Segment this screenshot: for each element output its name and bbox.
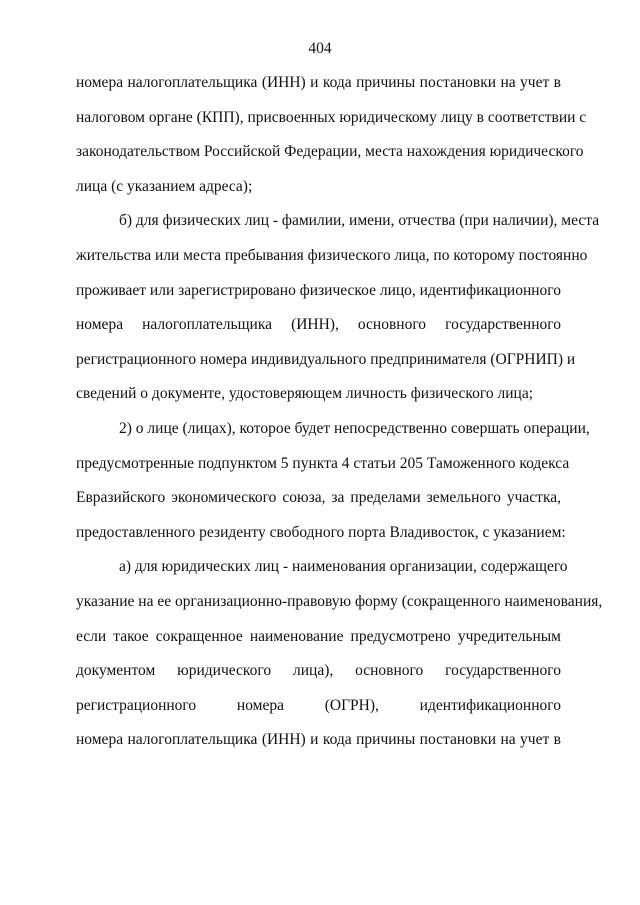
text-line: сведений о документе, удостоверяющем личность физического лица; [76, 385, 534, 403]
document-body [76, 73, 603, 765]
text-line: законодательством Российской Федерации, места нахождения юридического [76, 143, 584, 161]
text-line: регистрационного номера индивидуального предпринимателя (ОГРНИП) и [76, 350, 576, 368]
text-line: предоставленного резиденту свободного порта Владивосток, с указанием: [76, 523, 566, 541]
text-line: документом юридического лица), основного государственного [76, 662, 561, 680]
page-number: 404 [308, 40, 332, 57]
text-line: налоговом органе (КПП), присвоенных юридическому лицу в соответствии с [76, 108, 587, 126]
text-line: номера налогоплательщика (ИНН) и кода причины постановки на учет в [76, 731, 561, 749]
text-line: жительства или места пребывания физического лица, по которому постоянно [76, 246, 588, 264]
text-line: предусмотренные подпунктом 5 пункта 4 статьи 205 Таможенного кодекса [76, 454, 570, 472]
text-line: лица (с указанием адреса); [76, 177, 253, 195]
text-line: проживает или зарегистрировано физическое лицо, идентификационного [76, 281, 562, 299]
text-line: указание на ее организационно-правовую форму (сокращенного наименования, [76, 592, 603, 610]
text-line: 2) о лице (лицах), которое будет непосредственно совершать операции, [119, 419, 590, 437]
text-line: б) для физических лиц - фамилии, имени, отчества (при наличии), места [119, 212, 600, 230]
text-line: номера налогоплательщика (ИНН) и кода причины постановки на учет в [76, 74, 561, 91]
text-line: а) для юридических лиц - наименования организации, содержащего [119, 558, 568, 576]
text-line: номера налогоплательщика (ИНН), основного государственного [76, 316, 561, 334]
text-line: Евразийского экономического союза, за пределами земельного участка, [76, 489, 561, 507]
text-line: если такое сокращенное наименование предусмотрено учредительным [76, 627, 561, 645]
text-line: регистрационного номера (ОГРН), идентификационного [76, 696, 561, 714]
